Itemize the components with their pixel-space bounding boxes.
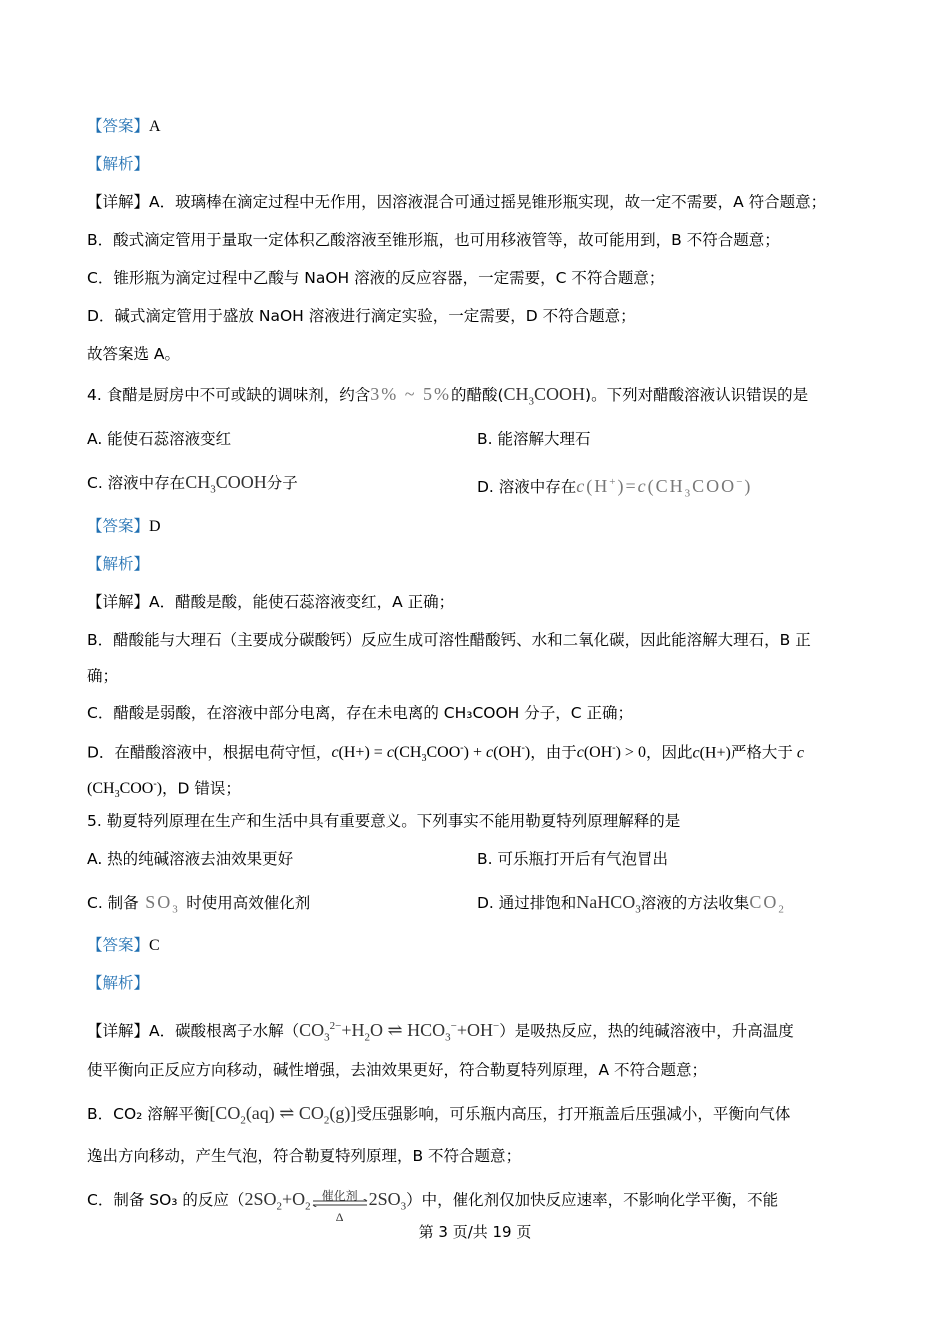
detail-label: 【详解】 <box>87 593 150 611</box>
detail-line-6 <box>87 774 241 807</box>
answer-label: 【答案】 <box>87 117 150 135</box>
page-footer: 第 3 页/共 19 页 <box>418 1223 532 1241</box>
detail-text: C．制备 SO₃ 的反应（ <box>87 1191 245 1209</box>
question-4-stem <box>87 383 808 413</box>
percent-range: 3% ~ 5% <box>370 384 451 404</box>
detail-text: ，由于 <box>530 743 577 762</box>
detail-text: ）中，催化剂仅加快反应速率，不影响化学平衡，不能 <box>406 1191 779 1209</box>
detail-label: 【详解】 <box>87 1022 150 1040</box>
option-a: A. 能使石蕊溶液变红 <box>87 430 232 448</box>
answer-value: D <box>149 518 161 535</box>
catalyst-arrow <box>311 1188 369 1224</box>
detail-line-2: B．酸式滴定管用于量取一定体积乙酸溶液至锥形瓶，也可用移液管等，故可能用到，B 不符合题意； <box>87 231 780 249</box>
detail-line-3: 确； <box>87 667 119 685</box>
catalyst-label: 催化剂 <box>321 1188 358 1203</box>
oh-positive: c(OH-) > 0 <box>576 743 646 762</box>
answer-label: 【答案】 <box>87 936 150 954</box>
option-text: 溶液的方法收集 <box>640 894 750 912</box>
analysis-line <box>87 153 149 175</box>
detail-line-5 <box>87 1188 779 1224</box>
option-d <box>477 891 786 921</box>
option-text: D. 通过排饱和 <box>477 894 577 912</box>
acetic-acid-formula: $CH_3COOH$ <box>185 472 267 496</box>
detail-text: A．醋酸是酸，能使石蕊溶液变红，A 正确； <box>149 593 455 611</box>
acetate-conc: $(CH_3COO^-)$ <box>87 779 163 801</box>
analysis-line <box>87 972 149 994</box>
detail-label: 【详解】 <box>87 193 150 211</box>
nahco3-formula: NaHCO$_3$ <box>576 892 641 916</box>
detail-text: 受压强影响，可乐瓶内高压，打开瓶盖后压强减小，平衡向气体 <box>356 1105 791 1123</box>
detail-line-4: C．醋酸是弱酸，在溶液中部分电离，存在未电离的 CH₃COOH 分子，C 正确； <box>87 704 633 722</box>
answer-value: C <box>149 937 160 954</box>
stem-text: 的醋酸( <box>450 386 504 404</box>
option-text: C. 溶液中存在 <box>87 474 186 492</box>
charge-balance: $c(H+) = c(CH_3COO^-) + c(OH^-)$ <box>331 743 531 765</box>
option-a: A. 热的纯碱溶液去油效果更好 <box>87 850 294 868</box>
detail-line-1 <box>87 591 454 613</box>
co2-dissolution: [$CO_2(aq)$ ⇌ $CO_2(g)$] <box>209 1103 357 1127</box>
detail-line-2: 使平衡向正反应方向移动，碱性增强，去油效果更好，符合勒夏特列原理，A 不符合题意； <box>87 1061 708 1079</box>
detail-line-5 <box>87 738 804 771</box>
heat-label: Δ <box>335 1209 344 1224</box>
detail-line-3: C．锥形瓶为滴定过程中乙酸与 NaOH 溶液的反应容器，一定需要，C 不符合题意； <box>87 269 665 287</box>
detail-text: A．碳酸根离子水解（ <box>149 1022 300 1040</box>
question-5-stem: 5. 勒夏特列原理在生产和生活中具有重要意义。下列事实不能用勒夏特列原理解释的是 <box>87 812 681 830</box>
detail-line-1 <box>87 191 826 213</box>
stem-text: 4. 食醋是厨房中不可或缺的调味剂，约含 <box>87 386 371 404</box>
detail-line-3 <box>87 1102 790 1132</box>
answer-line <box>87 934 160 957</box>
acetic-acid-formula: $CH_3COOH$ <box>503 384 586 408</box>
detail-text: B．CO₂ 溶解平衡 <box>87 1105 210 1123</box>
so3-reaction: $2SO_2+O_2$ 催化剂 Δ $2SO_3$ <box>244 1189 406 1209</box>
detail-text: D．在醋酸溶液中，根据电荷守恒， <box>87 743 332 762</box>
answer-line <box>87 515 161 538</box>
carbonate-hydrolysis: $CO_3^{2-}+H_2O$ ⇌ $HCO_3^-+OH^-$ <box>299 1020 500 1044</box>
detail-line-2: B．醋酸能与大理石（主要成分碳酸钙）反应生成可溶性醋酸钙、水和二氧化碳，因此能溶解大理石，B 正 <box>87 631 811 649</box>
analysis-label: 【解析】 <box>87 155 150 173</box>
option-c <box>87 891 310 921</box>
analysis-label: 【解析】 <box>87 974 150 992</box>
option-b: B. 能溶解大理石 <box>477 430 591 448</box>
option-text: C. 制备 <box>87 894 139 912</box>
detail-line-4: D．碱式滴定管用于盛放 NaOH 溶液进行滴定实验，一定需要，D 不符合题意； <box>87 307 636 325</box>
detail-text: ，D 错误； <box>162 779 241 798</box>
option-text: 时使用高效催化剂 <box>186 894 311 912</box>
charge-equation: $c(H^+)=c(CH_3COO^-)$ <box>576 476 753 500</box>
so3-formula: $SO_3$ <box>138 892 180 916</box>
detail-line-4: 逸出方向移动，产生气泡，符合勒夏特列原理，B 不符合题意； <box>87 1147 522 1165</box>
answer-value: A <box>149 118 161 135</box>
detail-text: ）是吸热反应，热的纯碱溶液中，升高温度 <box>499 1022 794 1040</box>
answer-label: 【答案】 <box>87 517 150 535</box>
c-symbol: c <box>796 744 804 762</box>
answer-line <box>87 115 161 138</box>
detail-text: A．玻璃棒在滴定过程中无作用，因溶液混合可通过摇晃锥形瓶实现，故一定不需要，A 符合题意； <box>149 193 827 211</box>
detail-text: 严格大于 <box>730 743 793 762</box>
option-c <box>87 471 298 501</box>
stem-text: )。下列对醋酸溶液认识错误的是 <box>585 386 809 404</box>
analysis-line <box>87 553 149 575</box>
option-text: D. 溶液中存在 <box>477 478 577 496</box>
conclusion-line: 故答案选 A。 <box>87 345 181 363</box>
option-d <box>477 471 752 505</box>
analysis-label: 【解析】 <box>87 555 150 573</box>
co2-formula: $CO_2$ <box>749 892 786 916</box>
detail-line-1 <box>87 1015 794 1049</box>
option-b: B. 可乐瓶打开后有气泡冒出 <box>477 850 668 868</box>
detail-text: ，因此 <box>645 743 693 762</box>
option-text: 分子 <box>266 474 298 492</box>
h-conc: c(H+) <box>692 744 731 762</box>
